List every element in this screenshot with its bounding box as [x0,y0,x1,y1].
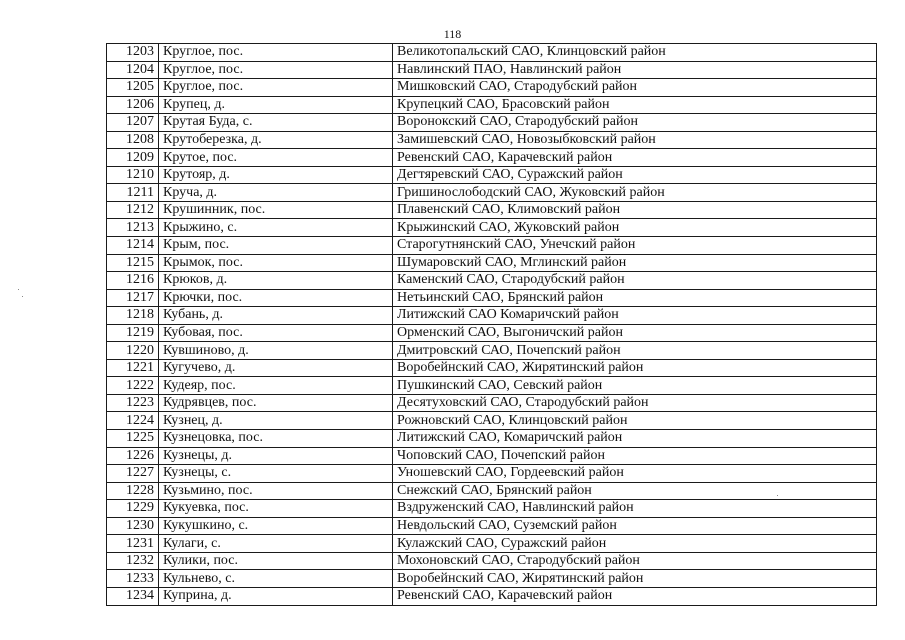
settlement-name: Крюков, д. [159,272,393,290]
table-row [107,517,877,535]
row-number: 1203 [107,44,159,62]
table-row [107,96,877,114]
administration-district: Ревенский САО, Карачевский район [393,149,877,167]
row-number: 1205 [107,79,159,97]
table-row [107,394,877,412]
administration-district: Нетьинский САО, Брянский район [393,289,877,307]
table-row [107,114,877,132]
table-row [107,61,877,79]
administration-district: Навлинский ПАО, Навлинский район [393,61,877,79]
table-row [107,465,877,483]
administration-district: Уношевский САО, Гордеевский район [393,465,877,483]
settlement-name: Куприна, д. [159,587,393,605]
table-row [107,131,877,149]
administration-district: Воробейнский САО, Жирятинский район [393,570,877,588]
row-number: 1209 [107,149,159,167]
row-number: 1223 [107,394,159,412]
row-number: 1218 [107,307,159,325]
row-number: 1231 [107,535,159,553]
settlement-name: Крупец, д. [159,96,393,114]
table-row [107,307,877,325]
settlement-name: Крым, пос. [159,237,393,255]
settlement-name: Кувшиново, д. [159,342,393,360]
scan-speck [18,289,19,290]
row-number: 1207 [107,114,159,132]
row-number: 1228 [107,482,159,500]
administration-district: Дмитровский САО, Почепский район [393,342,877,360]
administration-district: Каменский САО, Стародубский район [393,272,877,290]
administration-district: Крупецкий САО, Брасовский район [393,96,877,114]
settlement-name: Кузнецы, д. [159,447,393,465]
settlement-name: Кубовая, пос. [159,324,393,342]
settlements-table-body [107,44,877,606]
administration-district: Невдольский САО, Суземский район [393,517,877,535]
table-row [107,377,877,395]
row-number: 1225 [107,430,159,448]
table-row [107,359,877,377]
row-number: 1220 [107,342,159,360]
settlement-name: Кугучево, д. [159,359,393,377]
administration-district: Мохоновский САО, Стародубский район [393,552,877,570]
settlement-name: Кукушкино, с. [159,517,393,535]
administration-district: Десятуховский САО, Стародубский район [393,394,877,412]
row-number: 1222 [107,377,159,395]
table-row [107,201,877,219]
settlement-name: Кулики, пос. [159,552,393,570]
row-number: 1221 [107,359,159,377]
administration-district: Замишевский САО, Новозыбковский район [393,131,877,149]
table-row [107,44,877,62]
settlement-name: Кулаги, с. [159,535,393,553]
settlement-name: Кукуевка, пос. [159,500,393,518]
settlement-name: Кульнево, с. [159,570,393,588]
row-number: 1234 [107,587,159,605]
settlement-name: Крутояр, д. [159,166,393,184]
row-number: 1219 [107,324,159,342]
table-row [107,482,877,500]
table-row [107,184,877,202]
table-row [107,289,877,307]
settlement-name: Кудрявцев, пос. [159,394,393,412]
row-number: 1211 [107,184,159,202]
row-number: 1217 [107,289,159,307]
table-row [107,412,877,430]
settlement-name: Крутое, пос. [159,149,393,167]
table-row [107,79,877,97]
administration-district: Крыжинский САО, Жуковский район [393,219,877,237]
page-number: 118 [443,27,462,41]
table-row [107,219,877,237]
row-number: 1230 [107,517,159,535]
table-row [107,587,877,605]
scan-speck [22,296,23,297]
administration-district: Рожновский САО, Клинцовский район [393,412,877,430]
settlement-name: Кубань, д. [159,307,393,325]
administration-district: Шумаровский САО, Мглинский район [393,254,877,272]
settlement-name: Крыжино, с. [159,219,393,237]
settlement-name: Крутая Буда, с. [159,114,393,132]
settlement-name: Крутоберезка, д. [159,131,393,149]
row-number: 1216 [107,272,159,290]
administration-district: Мишковский САО, Стародубский район [393,79,877,97]
row-number: 1206 [107,96,159,114]
administration-district: Дегтяревский САО, Суражский район [393,166,877,184]
administration-district: Великотопальский САО, Клинцовский район [393,44,877,62]
administration-district: Воробейнский САО, Жирятинский район [393,359,877,377]
row-number: 1229 [107,500,159,518]
table-row [107,447,877,465]
row-number: 1215 [107,254,159,272]
administration-district: Чоповский САО, Почепский район [393,447,877,465]
administration-district: Воронокский САО, Стародубский район [393,114,877,132]
table-row [107,552,877,570]
administration-district: Гришинослободский САО, Жуковский район [393,184,877,202]
row-number: 1224 [107,412,159,430]
settlement-name: Кузнецы, с. [159,465,393,483]
table-row [107,430,877,448]
table-row [107,254,877,272]
row-number: 1212 [107,201,159,219]
administration-district: Ревенский САО, Карачевский район [393,587,877,605]
row-number: 1233 [107,570,159,588]
settlement-name: Крючки, пос. [159,289,393,307]
table-row [107,500,877,518]
administration-district: Вздруженский САО, Навлинский район [393,500,877,518]
row-number: 1208 [107,131,159,149]
row-number: 1210 [107,166,159,184]
administration-district: Старогутнянский САО, Унечский район [393,237,877,255]
administration-district: Орменский САО, Выгоничский район [393,324,877,342]
settlement-name: Кузнецовка, пос. [159,430,393,448]
settlement-name: Круглое, пос. [159,79,393,97]
settlement-name: Крымок, пос. [159,254,393,272]
settlement-name: Кузнец, д. [159,412,393,430]
administration-district: Плавенский САО, Климовский район [393,201,877,219]
administration-district: Кулажский САО, Суражский район [393,535,877,553]
row-number: 1204 [107,61,159,79]
administration-district: Литижский САО Комаричский район [393,307,877,325]
settlement-name: Крушинник, пос. [159,201,393,219]
table-row [107,535,877,553]
settlement-name: Круглое, пос. [159,44,393,62]
administration-district: Литижский САО, Комаричский район [393,430,877,448]
row-number: 1232 [107,552,159,570]
table-row [107,237,877,255]
table-row [107,149,877,167]
table-row [107,342,877,360]
administration-district: Пушкинский САО, Севский район [393,377,877,395]
row-number: 1226 [107,447,159,465]
settlements-table [106,43,877,606]
settlement-name: Круглое, пос. [159,61,393,79]
settlement-name: Кудеяр, пос. [159,377,393,395]
table-row [107,570,877,588]
row-number: 1227 [107,465,159,483]
administration-district: Снежский САО, Брянский район [393,482,877,500]
table-row [107,324,877,342]
settlement-name: Кузьмино, пос. [159,482,393,500]
scan-speck [777,495,778,496]
table-row [107,272,877,290]
table-row [107,166,877,184]
row-number: 1213 [107,219,159,237]
row-number: 1214 [107,237,159,255]
settlement-name: Круча, д. [159,184,393,202]
